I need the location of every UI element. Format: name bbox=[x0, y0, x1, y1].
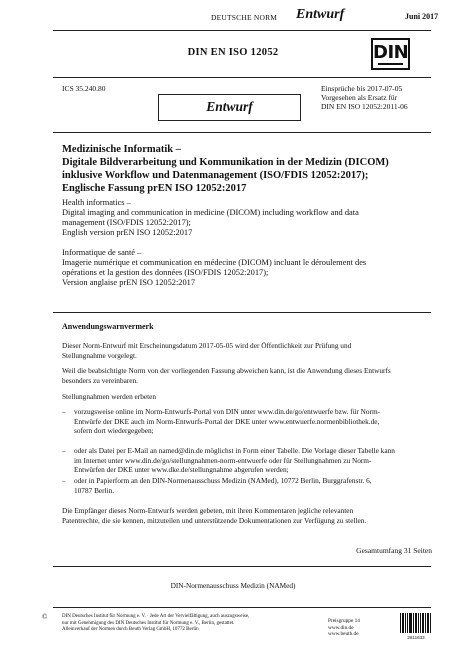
list-dash: – bbox=[62, 407, 66, 416]
title-line: inklusive Workflow und Datenmanagement (ISO/FDIS 12052:2017); bbox=[62, 170, 369, 181]
committee-rule bbox=[53, 566, 431, 567]
paragraph-line: besonders zu vereinbaren. bbox=[62, 375, 138, 385]
list-item-text bbox=[74, 407, 432, 436]
footer-line: DIN Deutsches Institut für Normung e. V. · Jede Art der Vervielfältigung, auch auszugsweise, bbox=[62, 614, 250, 619]
barcode-number: 2611633 bbox=[407, 635, 425, 640]
title-line: Imagerie numérique et communication en médecine (DICOM) incluant le déroulement des bbox=[62, 258, 367, 267]
list-item-text bbox=[74, 446, 432, 475]
side-info-line: Einsprüche bis 2017-07-05 bbox=[321, 84, 403, 93]
list-item-text bbox=[74, 476, 432, 495]
title-line: Medizinische Informatik – bbox=[62, 144, 181, 155]
copyright-symbol: © bbox=[42, 613, 48, 621]
notice-paragraph bbox=[62, 366, 432, 385]
content-rule bbox=[53, 132, 431, 133]
din-logo bbox=[371, 38, 410, 70]
list-dash: – bbox=[62, 476, 66, 485]
barcode-icon bbox=[400, 613, 432, 633]
title-german bbox=[62, 143, 430, 195]
side-info-line: Vorgesehen als Ersatz für bbox=[321, 93, 398, 102]
header-entwurf-label: Entwurf bbox=[296, 7, 345, 22]
committee-name: DIN-Normenausschuss Medizin (NAMed) bbox=[170, 581, 296, 590]
top-rule bbox=[53, 30, 431, 31]
title-line: Version anglaise prEN ISO 12052:2017 bbox=[62, 278, 196, 287]
paragraph-line: Weil die beabsichtigte Norm von der vorliegenden Fassung abweichen kann, ist die Anwendung dieses Entwurfs bbox=[62, 366, 391, 375]
title-line: English version prEN ISO 12052:2017 bbox=[62, 228, 193, 237]
footer-rule bbox=[53, 607, 431, 608]
paragraph-line: Dieser Norm-Entwurf mit Erscheinungsdatum 2017-05-05 wird der Öffentlichkeit zur Prüfung und bbox=[62, 341, 352, 350]
entwurf-box bbox=[158, 94, 301, 121]
din-logo-text: DIN bbox=[373, 42, 409, 63]
list-line: oder in Papierform an den DIN-Normenausschuss Medizin (NAMed), 10772 Berlin, Burggrafenstr. 6, bbox=[74, 476, 372, 485]
list-line: sofern dort wiedergegeben; bbox=[74, 426, 154, 435]
title-line: Digitale Bildverarbeitung und Kommunikation in der Medizin (DICOM) bbox=[62, 157, 389, 168]
notice-rule bbox=[53, 312, 431, 313]
price-line: www.din.de bbox=[328, 624, 354, 631]
header-norm-label: DEUTSCHE NORM bbox=[211, 13, 278, 22]
list-line: Entwürfe der DKE auch im Norm-Entwurfs-Portal der DKE unter www.entwuerfe.normenbibliothek.de, bbox=[74, 416, 380, 426]
footer-line: nur mit Genehmigung des DIN Deutsches Institut für Normung e. V., Berlin, gestattet. bbox=[62, 620, 235, 626]
title-line: Informatique de santé – bbox=[62, 248, 142, 257]
title-line: Englische Fassung prEN ISO 12052:2017 bbox=[62, 183, 247, 194]
total-pages: Gesamtumfang 31 Seiten bbox=[356, 546, 432, 555]
title-line: management (ISO/FDIS 12052:2017); bbox=[62, 218, 191, 227]
side-info bbox=[321, 84, 433, 111]
price-line: Preisgruppe 14 bbox=[328, 618, 360, 624]
paragraph-line: Patentrechte, die sie kennen, mitzuteilen und unterstützende Dokumentationen zur Verfügung zu stellen. bbox=[62, 515, 367, 525]
notice-paragraph bbox=[62, 506, 432, 525]
paragraph-line: Die Empfänger dieses Norm-Entwurfs werden gebeten, mit ihren Kommentaren jegliche relevanten bbox=[62, 506, 354, 515]
title-rule bbox=[53, 77, 431, 78]
document-number: DIN EN ISO 12052 bbox=[187, 47, 279, 58]
list-line: oder als Datei per E-Mail an named@din.de möglichst in Form einer Tabelle. Die Vorlage dieser Tabelle kann bbox=[74, 446, 395, 455]
entwurf-box-label: Entwurf bbox=[206, 99, 253, 114]
title-english bbox=[62, 198, 430, 238]
din-logo-bar bbox=[378, 63, 403, 65]
paragraph-line: Stellungnahme vorgelegt. bbox=[62, 350, 137, 360]
list-line: Entwürfen der DKE unter www.dke.de/stellungnahme abgerufen werden; bbox=[74, 465, 289, 474]
list-line: 10787 Berlin. bbox=[74, 485, 115, 495]
header-date: Juni 2017 bbox=[405, 12, 439, 21]
notice-paragraph bbox=[62, 341, 432, 360]
notice-title: Anwendungswarnvermerk bbox=[62, 322, 154, 331]
list-line: im Internet unter www.din.de/go/stellungnahmen-norm-entwuerfe oder für Stellungnahmen zu Norm- bbox=[74, 455, 372, 465]
footer-copyright bbox=[42, 613, 322, 634]
side-info-line: DIN EN ISO 12052:2011-06 bbox=[321, 102, 408, 111]
list-line: vorzugsweise online im Norm-Entwurfs-Portal von DIN unter www.din.de/go/entwuerfe bzw. für Norm- bbox=[74, 407, 381, 416]
notice-paragraph: Stellungnahmen werden erbeten bbox=[62, 392, 157, 401]
list-dash: – bbox=[62, 446, 66, 455]
footer-line: Alleinverkauf der Normen durch Beuth Verlag GmbH, 10772 Berlin bbox=[62, 627, 199, 632]
price-line: www.beuth.de bbox=[328, 631, 359, 637]
title-line: Health informatics – bbox=[62, 198, 131, 207]
ics-code: ICS 35.240.80 bbox=[62, 84, 106, 93]
title-line: opérations et la gestion des données (ISO/FDIS 12052:2017); bbox=[62, 268, 269, 277]
title-french bbox=[62, 248, 430, 288]
title-line: Digital imaging and communication in medicine (DICOM) including workflow and data bbox=[62, 208, 359, 217]
price-group bbox=[328, 618, 390, 638]
